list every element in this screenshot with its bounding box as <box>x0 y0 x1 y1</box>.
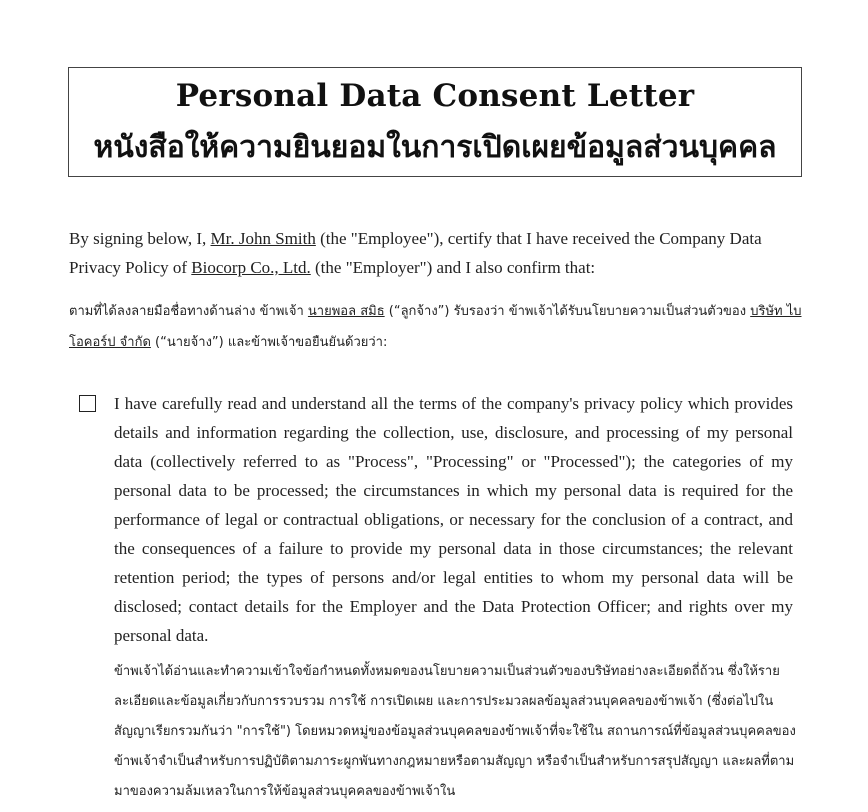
intro-en-text-3: (the "Employer") and I also confirm that: <box>310 258 596 277</box>
employee-name-thai: นายพอล สมิธ <box>307 304 385 319</box>
intro-th-text-1: ตามที่ได้ลงลายมือชื่อทางด้านล่าง ข้าพเจ้า <box>69 304 308 319</box>
employer-name: Biocorp Co., Ltd. <box>191 258 311 277</box>
consent-checkbox-clause-1[interactable] <box>79 395 96 412</box>
intro-th-text-2: (“ลูกจ้าง”) รับรองว่า ข้าพเจ้าได้รับนโยบายความเป็นส่วนตัวของ <box>384 304 751 319</box>
intro-paragraph-english <box>69 224 809 282</box>
employer-name-thai: บริษัท ไบโอคอร์ป จำกัด <box>69 304 802 350</box>
intro-en-text-2: (the "Employee"), certify that I have received the Company Data Privacy Policy of <box>69 229 762 277</box>
title-box <box>68 67 802 177</box>
clause-1-text-thai: ข้าพเจ้าได้อ่านและทำความเข้าใจข้อกำหนดทั้งหมดของนโยบายความเป็นส่วนตัวของบริษัทอย่างละเอียดถี่ถ้วน ซึ่งให้รายละเอียดและข้อมูลเกี่ยวกับการรวบรวม การใช้ การเปิดเผย และการประมวลผลข้อมูลส่วนบุคคลของข้าพเจ้า (ซึ่งต่อไปในสัญญาเรียกรวมกันว่า "การใช้") โดยหมวดหมู่ของข้อมูลส่วนบุคคลของข้าพเจ้าที่จะใช้ใน สถานการณ์ที่ข้อมูลส่วนบุคคลของข้าพเจ้าจำเป็นสำหรับการปฏิบัติตามภาระผูกพันทางกฎหมายหรือตามสัญญา หรือจำเป็นสำหรับการสรุปสัญญา และผลที่ตามมาของความล้มเหลวในการให้ข้อมูลส่วนบุคคลของข้าพเจ้าใน <box>114 664 796 799</box>
employee-name: Mr. John Smith <box>210 229 316 248</box>
intro-th-text-3: (“นายจ้าง”) และข้าพเจ้าขอยืนยันด้วยว่า: <box>150 335 388 350</box>
document-title-english: Personal Data Consent Letter <box>175 78 695 114</box>
document-title-thai: หนังสือให้ความยินยอมในการเปิดเผยข้อมูลส่วนบุคคล <box>93 130 777 165</box>
intro-paragraph-thai <box>69 296 809 358</box>
clause-1-text-english: I have carefully read and understand all the terms of the company's privacy policy which provides details and information regarding the collection, use, disclosure, and processing of my personal data (collectively referred to as "Process", "Processing" or "Processed"); the categories of my personal data to be processed; the circumstances in which my personal data is required for the performance of legal or contractual obligations, or necessary for the conclusion of a contract, and the consequences of a failure to provide my personal data in those circumstances; the relevant retention period; the types of persons and/or legal entities to whom my personal data will be disclosed; contact details for the Employer and the Data Protection Officer; and rights over my personal data. <box>114 394 793 645</box>
intro-en-text-1: By signing below, I, <box>69 229 211 248</box>
